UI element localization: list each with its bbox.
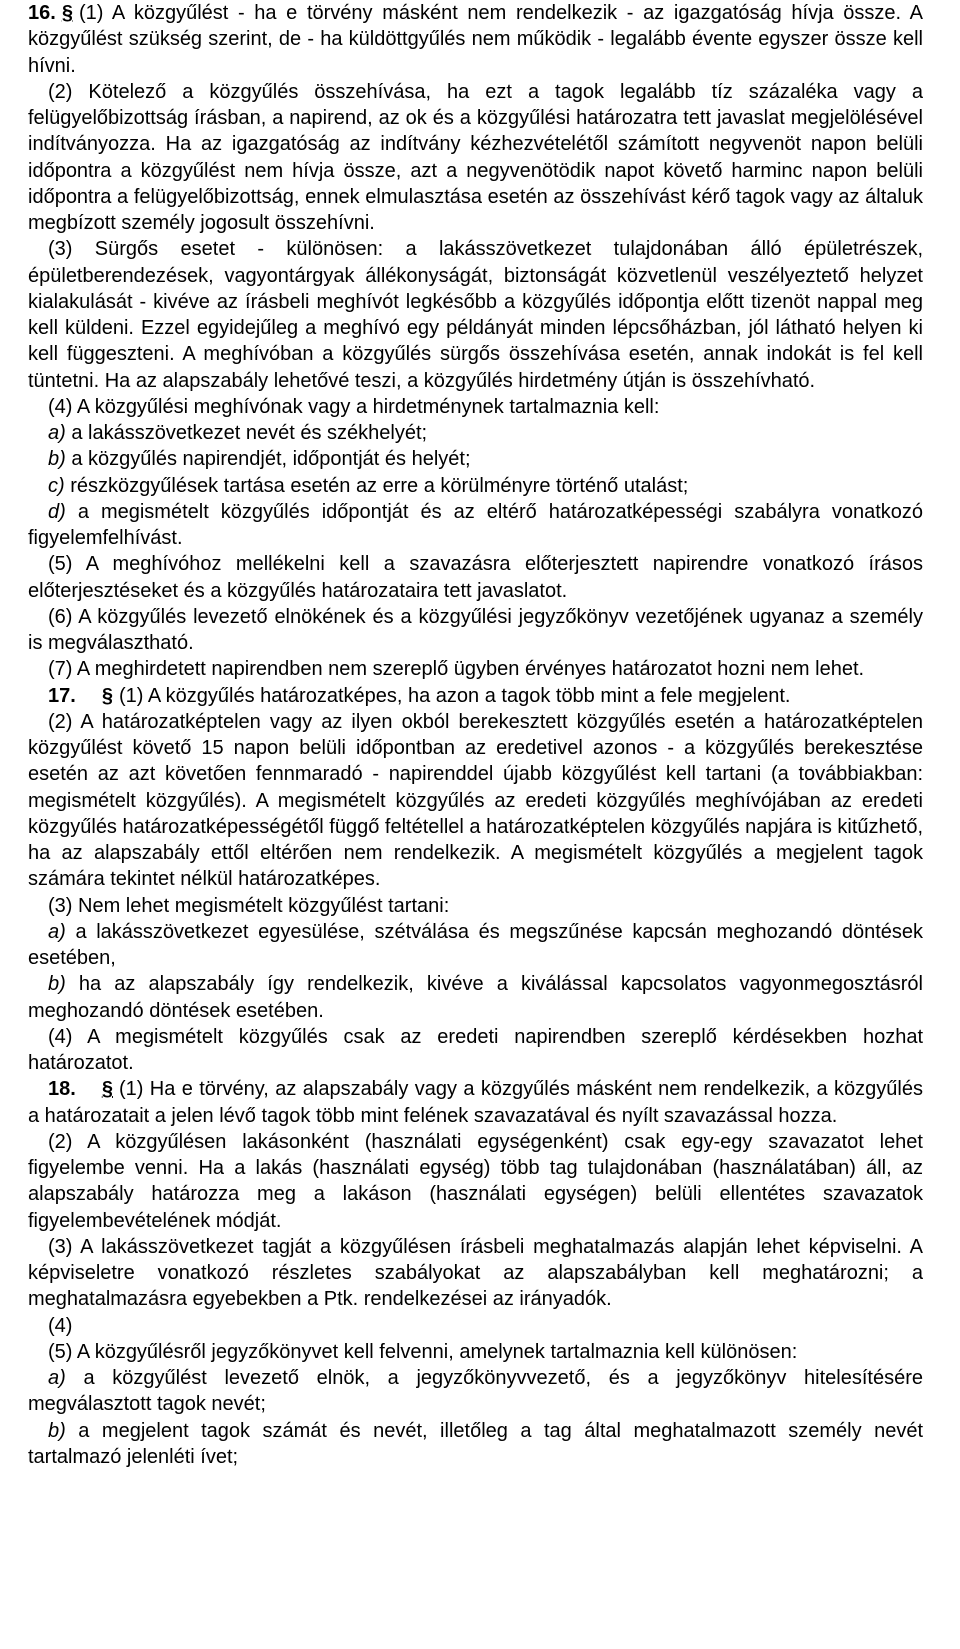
section-16-point-c: c) részközgyűlések tartása esetén az erre a körülményre történő utalást;	[48, 474, 689, 497]
section-17-paragraph-3: (3) Nem lehet megismételt közgyűlést tartani:	[48, 894, 450, 917]
section-18-paragraph-3: (3) A lakásszövetkezet tagját a közgyűlésen írásbeli meghatalmazás alapján lehet képviselni. A képviseletre vonatkozó részletes szabályokat az alapszabályban kell meghatározni; a meghatalmazásra egyebekben a Ptk. rendelkezései az irányadók.	[28, 1235, 923, 1311]
section-16-paragraph-1: 16. § (1) A közgyűlést - ha e törvény másként nem rendelkezik - az igazgatóság hívja össze. A közgyűlést szükség szerint, de - ha küldöttgyűlés nem működik - legalább évente egyszer össze kell hívni.	[28, 2, 923, 77]
section-18-paragraph-4: (4)	[48, 1314, 73, 1337]
paragraph-sign-icon: §	[101, 1078, 113, 1101]
section-16-paragraph-6: (6) A közgyűlés levezető elnökének és a közgyűlési jegyzőkönyv vezetőjének ugyanaz a személy is megválasztható.	[28, 605, 923, 654]
section-16-paragraph-3: (3) Sürgős esetet - különösen: a lakásszövetkezet tulajdonában álló épületrészek, épületberendezések, vagyontárgyak állékonyságát, biztonságát közvetlenül veszélyeztető helyzet kialakulását - kivéve az írásbeli meghívót legkésőbb a közgyűlés időpontja előtt tizenöt nappal meg kell küldeni. Ezzel egyidejűleg a meghívó egy példányát minden lépcsőházban, jól látható helyen ki kell függeszteni. A meghívóban a közgyűlés sürgős összehívása esetén, annak indokát is fel kell tüntetni. Ha az alapszabály lehetővé teszi, a közgyűlés hirdetmény útján is összehívható.	[28, 238, 923, 392]
section-18-point-a: a) a közgyűlést levezető elnök, a jegyzőkönyvvezető, és a jegyzőkönyv hitelesítésére megválasztott tagok nevét;	[28, 1367, 923, 1416]
section-17-point-a: a) a lakásszövetkezet egyesülése, szétválása és megszűnése kapcsán meghozandó döntések esetében,	[28, 920, 923, 969]
section-17-paragraph-4: (4) A megismételt közgyűlés csak az eredeti napirendben szereplő kérdésekben hozhat határozatot.	[28, 1025, 923, 1074]
section-17-point-b: b) ha az alapszabály így rendelkezik, kivéve a kiválással kapcsolatos vagyonmegosztásról meghozandó döntések esetében.	[28, 973, 923, 1022]
section-18-point-b: b) a megjelent tagok számát és nevét, illetőleg a tag által meghatalmazott személy nevét tartalmazó jelenléti ívet;	[28, 1419, 923, 1468]
section-16-paragraph-2: (2) Kötelező a közgyűlés összehívása, ha ezt a tagok legalább tíz százaléka vagy a felügyelőbizottság írásban, a napirend, az ok és a közgyűlési határozatra tett javaslat megjelölésével indítványozza. Ha az igazgatóság az indítvány kézhezvételétől számított negyvenöt napon belüli időpontra a közgyűlést nem hívja össze, azt a negyvenötödik napot követő harminc napon belüli időpontra a felügyelőbizottság, ennek elmulasztása esetén az összehívást kérő tagok vagy az általuk megbízott személy jogosult összehívni.	[28, 80, 923, 234]
section-16-paragraph-4: (4) A közgyűlési meghívónak vagy a hirdetménynek tartalmaznia kell:	[48, 395, 660, 418]
section-number: 18.	[48, 1078, 76, 1101]
section-18-paragraph-1: 18. § (1) Ha e törvény, az alapszabály vagy a közgyűlés másként nem rendelkezik, a közgyűlés a határozatait a jelen lévő tagok több mint felének szavazatával és nyílt szavazással hozza.	[28, 1078, 923, 1127]
section-18-paragraph-2: (2) A közgyűlésen lakásonként (használati egységenként) csak egy-egy szavazatot lehet figyelembe venni. Ha a lakás (használati egység) több tag tulajdonában (használatában) áll, az alapszabály határozza meg a lakáson (használati egységen) belüli ellentétes szavazatok figyelembevételének módját.	[28, 1130, 923, 1232]
section-16-point-a: a) a lakásszövetkezet nevét és székhelyét;	[48, 422, 428, 444]
section-number: 16.	[28, 2, 56, 24]
section-17-paragraph-1: 17. § (1) A közgyűlés határozatképes, ha azon a tagok több mint a fele megjelent.	[28, 683, 923, 709]
paragraph-sign-icon: §	[61, 2, 73, 24]
paragraph-sign-icon: §	[101, 684, 113, 707]
section-18-paragraph-5: (5) A közgyűlésről jegyzőkönyvet kell felvenni, amelynek tartalmaznia kell különösen:	[48, 1340, 798, 1363]
section-16-paragraph-5: (5) A meghívóhoz mellékelni kell a szavazásra előterjesztett napirendre vonatkozó írásos előterjesztéseket és a közgyűlés határozataira tett javaslatot.	[28, 553, 923, 602]
section-16-paragraph-7: (7) A meghirdetett napirendben nem szereplő ügyben érvényes határozatot hozni nem lehet.	[48, 658, 865, 681]
section-number: 17.	[48, 684, 76, 707]
section-17-paragraph-2: (2) A határozatképtelen vagy az ilyen okból berekesztett közgyűlés esetén a határozatképtelen közgyűlést követő 15 napon belüli időpontban az eredetivel azonos - a közgyűlés berekesztése esetén az azt követően fennmaradó - napirenddel újabb közgyűlést kell tartani (a továbbiakban: megismételt közgyűlés). A megismételt közgyűlés az eredeti közgyűlés meghívójában az eredeti közgyűlés határozatképességétől függő feltétellel a határozatképtelen közgyűlés napjára is kitűzhető, ha az alapszabály ettől eltérően nem rendelkezik. A megismételt közgyűlés a megjelent tagok számára tekintet nélkül határozatképes.	[28, 710, 924, 891]
section-16-point-d: d) a megismételt közgyűlés időpontját és az eltérő határozatképességi szabályra vonatkozó figyelemfelhívást.	[28, 500, 923, 549]
section-16-point-b: b) a közgyűlés napirendjét, időpontját és helyét;	[48, 448, 471, 471]
